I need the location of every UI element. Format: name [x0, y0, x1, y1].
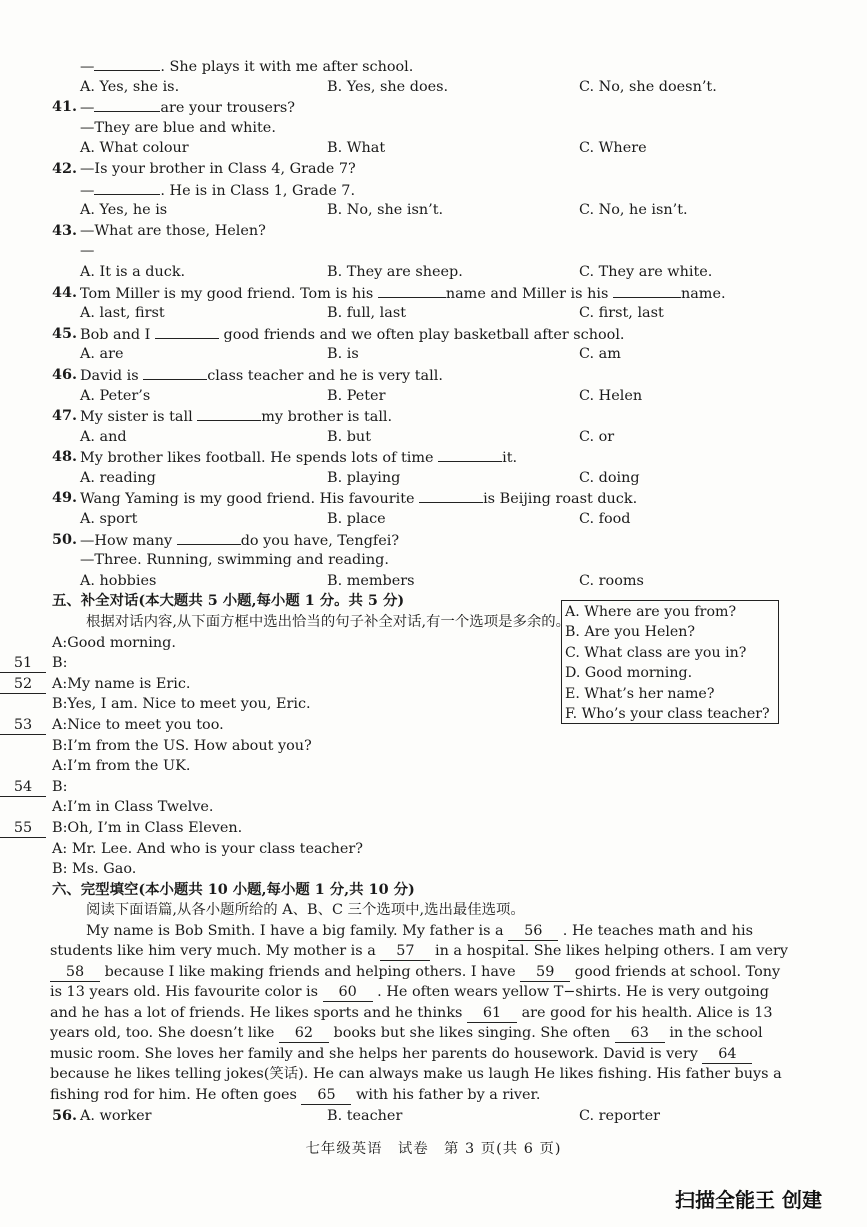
option-box-item: A. Where are you from?: [565, 604, 737, 620]
option-b: B. teacher: [327, 1107, 403, 1124]
question-number: 50.: [52, 530, 78, 548]
answer-blank[interactable]: 58: [50, 963, 100, 982]
question-43-options: [0, 262, 867, 283]
answer-blank[interactable]: 65: [301, 1086, 351, 1105]
option-b: B. but: [327, 428, 371, 445]
answer-blank[interactable]: 55: [0, 819, 46, 838]
option-b: B. full, last: [327, 305, 407, 322]
question-48: [0, 447, 867, 468]
answer-blank[interactable]: 63: [615, 1024, 665, 1043]
answer-blank[interactable]: 56: [508, 922, 558, 941]
question-47-line1: My sister is tall my brother is tall.: [80, 406, 392, 428]
section-6-title: 六、完型填空(本小题共 10 小题,每小题 1 分,共 10 分): [52, 880, 415, 898]
option-a: A. What colour: [80, 140, 189, 157]
dialog-text: B:Yes, I am. Nice to meet you, Eric.: [52, 696, 311, 713]
option-box-item: F. Who’s your class teacher?: [565, 705, 770, 722]
question-50-options: [0, 571, 867, 592]
option-b: B. place: [327, 511, 386, 528]
question-46-line1: David is class teacher and he is very tall.: [80, 365, 443, 387]
question-45-line1: Bob and I good friends and we often play basketball after school.: [80, 324, 625, 346]
dialog-text: A:I’m in Class Twelve.: [52, 799, 214, 816]
option-a: A. and: [80, 428, 127, 445]
question-44-options: [0, 303, 867, 324]
question-41-line2: —They are blue and white.: [80, 119, 276, 136]
option-c: C. They are white.: [579, 263, 713, 280]
passage-line: [0, 982, 867, 1003]
passage-line: [0, 1085, 867, 1106]
option-c: C. Helen: [579, 387, 643, 404]
question-43-line1: —What are those, Helen?: [80, 222, 266, 239]
answer-blank[interactable]: 59: [520, 963, 570, 982]
question-41: [0, 97, 867, 118]
option-c: C. food: [579, 511, 631, 528]
option-c: C. doing: [579, 469, 640, 486]
option-a: A. sport: [80, 511, 138, 528]
option-a: A. It is a duck.: [80, 263, 186, 280]
question-40-options: [0, 77, 867, 98]
question-41-options: [0, 138, 867, 159]
passage-line: [0, 962, 867, 983]
dialog-line: [0, 797, 867, 818]
exam-page: [0, 56, 867, 1127]
option-b: B. Peter: [327, 387, 386, 404]
question-50: [0, 530, 867, 551]
question-42-options: [0, 200, 867, 221]
question-number: 41.: [52, 98, 78, 116]
option-c: C. rooms: [579, 572, 644, 589]
passage-text: because he likes telling jokes(笑话). He can always make us laugh He likes fishing. His father buys a: [50, 1066, 782, 1083]
question-number: 45.: [52, 324, 78, 342]
dialog-line: [0, 859, 867, 880]
dialog-text: A:Good morning.: [52, 634, 176, 651]
passage-text: because I like making friends and helping others. I have: [100, 963, 521, 980]
option-box-item: E. What’s her name?: [565, 685, 715, 702]
question-44-line1: Tom Miller is my good friend. Tom is his name and Miller is his name.: [80, 283, 726, 305]
dialog-text: B:Oh, I’m in Class Eleven.: [52, 819, 243, 836]
dialog-text: A:My name is Eric.: [52, 675, 191, 692]
question-number: 42.: [52, 159, 78, 177]
passage-line: [0, 1044, 867, 1065]
page-footer: 七年级英语 试卷 第 3 页(共 6 页): [305, 1141, 562, 1157]
question-number: 48.: [52, 448, 78, 466]
question-42: [0, 159, 867, 180]
option-b: B. What: [327, 140, 386, 157]
dialog-text: A:I’m from the UK.: [52, 758, 191, 775]
question-45-options: [0, 344, 867, 365]
dialog-line: [0, 756, 867, 777]
question-number: 43.: [52, 221, 78, 239]
question-42-line1: —Is your brother in Class 4, Grade 7?: [80, 160, 356, 177]
question-48-options: [0, 468, 867, 489]
option-a: A. last, first: [80, 305, 165, 322]
question-50-line1: —How many do you have, Tengfei?: [80, 530, 399, 552]
answer-blank[interactable]: 60: [323, 983, 373, 1002]
option-a: A. Peter’s: [80, 387, 151, 404]
option-c: C. first, last: [579, 305, 664, 322]
option-b: B. Yes, she does.: [327, 78, 449, 95]
question-number: 44.: [52, 283, 78, 301]
option-c: C. Where: [579, 140, 647, 157]
dialog-line: [0, 839, 867, 860]
answer-blank[interactable]: 62: [279, 1024, 329, 1043]
option-b: B. They are sheep.: [327, 263, 463, 280]
option-b: B. playing: [327, 469, 401, 486]
passage-text: music room. She loves her family and she helps her parents do housework. David is very: [50, 1045, 703, 1062]
option-c: C. or: [579, 428, 615, 445]
option-b: B. No, she isn’t.: [327, 202, 444, 219]
passage-text: with his father by a river.: [351, 1086, 541, 1103]
question-45: [0, 324, 867, 345]
passage-line: [0, 1003, 867, 1024]
passage-text: . He teaches math and his: [558, 922, 754, 939]
passage-text: fishing rod for him. He often goes: [50, 1086, 302, 1103]
option-box-item: C. What class are you in?: [565, 644, 747, 661]
option-a: A. Yes, she is.: [80, 78, 180, 95]
question-47: [0, 406, 867, 427]
question-number: 49.: [52, 489, 78, 507]
option-c: C. reporter: [579, 1107, 660, 1124]
question-46-options: [0, 386, 867, 407]
question-44: [0, 283, 867, 304]
question-49-line1: Wang Yaming is my good friend. His favourite is Beijing roast duck.: [80, 488, 637, 510]
question-number: 56.: [52, 1106, 78, 1124]
question-40: [0, 56, 867, 77]
option-c: C. am: [579, 346, 621, 363]
question-49: [0, 488, 867, 509]
passage-line: [0, 1064, 867, 1085]
section-6-instructions: 阅读下面语篇,从各小题所给的 A、B、C 三个选项中,选出最佳选项。: [86, 902, 525, 919]
dialog-line: [0, 818, 867, 839]
dialog-text: A: Mr. Lee. And who is your class teacher?: [52, 840, 363, 857]
dialog-text: B:I’m from the US. How about you?: [52, 737, 312, 754]
option-b: B. is: [327, 346, 359, 363]
scanner-watermark: 扫描全能王 创建: [675, 1188, 822, 1212]
passage-text: and he has a lot of friends. He likes sports and he thinks: [50, 1004, 467, 1021]
passage-line: [0, 1023, 867, 1044]
option-c: C. No, she doesn’t.: [579, 78, 717, 95]
passage-text: . He often wears yellow T−shirts. He is very outgoing: [372, 984, 769, 1001]
question-43-line2: —: [80, 243, 95, 260]
passage-line: [0, 941, 867, 962]
option-a: A. hobbies: [80, 572, 157, 589]
passage-text: books but she likes singing. She often: [328, 1025, 615, 1042]
dialog-line: [0, 736, 867, 757]
question-47-options: [0, 427, 867, 448]
option-a: A. are: [80, 346, 124, 363]
option-b: B. members: [327, 572, 415, 589]
question-48-line1: My brother likes football. He spends lots of time it.: [80, 447, 517, 469]
passage-text: in a hospital. She likes helping others. I am very: [430, 943, 789, 960]
answer-blank[interactable]: 64: [702, 1045, 752, 1064]
option-a: A. worker: [80, 1107, 152, 1124]
passage-text: are good for his health. Alice is 13: [517, 1004, 773, 1021]
section-5-instructions: 根据对话内容,从下面方框中选出恰当的句子补全对话,有一个选项是多余的。: [86, 614, 571, 631]
option-box-item: D. Good morning.: [565, 665, 693, 682]
question-50-line2: —Three. Running, swimming and reading.: [80, 552, 389, 569]
answer-blank[interactable]: 51: [0, 654, 46, 673]
question-56-options: [0, 1106, 867, 1127]
question-41-line1: — are your trousers?: [80, 97, 295, 119]
dialog-line: [0, 777, 867, 798]
passage-line: [0, 921, 867, 942]
options-box: [561, 600, 779, 724]
passage-text: years old, too. She doesn’t like: [50, 1025, 279, 1042]
answer-blank[interactable]: 54: [0, 778, 46, 797]
answer-blank[interactable]: 53: [0, 716, 46, 735]
dialog-text: B: Ms. Gao.: [52, 861, 137, 878]
passage-text: is 13 years old. His favourite color is: [50, 984, 323, 1001]
passage-text: My name is Bob Smith. I have a big family. My father is a: [86, 922, 509, 939]
section-5-title: 五、补全对话(本大题共 5 小题,每小题 1 分。共 5 分): [52, 592, 405, 610]
cloze-passage: [0, 921, 867, 1106]
dialog-text: A:Nice to meet you too.: [52, 717, 224, 733]
question-42-line2: — . He is in Class 1, Grade 7.: [80, 180, 355, 202]
option-box-item: B. Are you Helen?: [565, 624, 696, 641]
dialog-text: B:: [52, 778, 68, 795]
passage-text: students like him very much. My mother is a: [50, 943, 381, 960]
dialog-text: B:: [52, 655, 68, 672]
option-a: A. Yes, he is: [80, 202, 168, 219]
answer-blank[interactable]: 57: [380, 942, 430, 961]
question-40-answer-line: — . She plays it with me after school.: [80, 56, 413, 78]
question-49-options: [0, 509, 867, 530]
passage-text: in the school: [664, 1025, 763, 1042]
answer-blank[interactable]: 52: [0, 675, 46, 694]
answer-blank[interactable]: 61: [467, 1004, 517, 1023]
question-43: [0, 221, 867, 242]
option-c: C. No, he isn’t.: [579, 202, 688, 219]
question-46: [0, 365, 867, 386]
option-a: A. reading: [80, 469, 156, 486]
question-number: 47.: [52, 407, 78, 425]
passage-text: good friends at school. Tony: [570, 963, 781, 980]
question-number: 46.: [52, 365, 78, 383]
